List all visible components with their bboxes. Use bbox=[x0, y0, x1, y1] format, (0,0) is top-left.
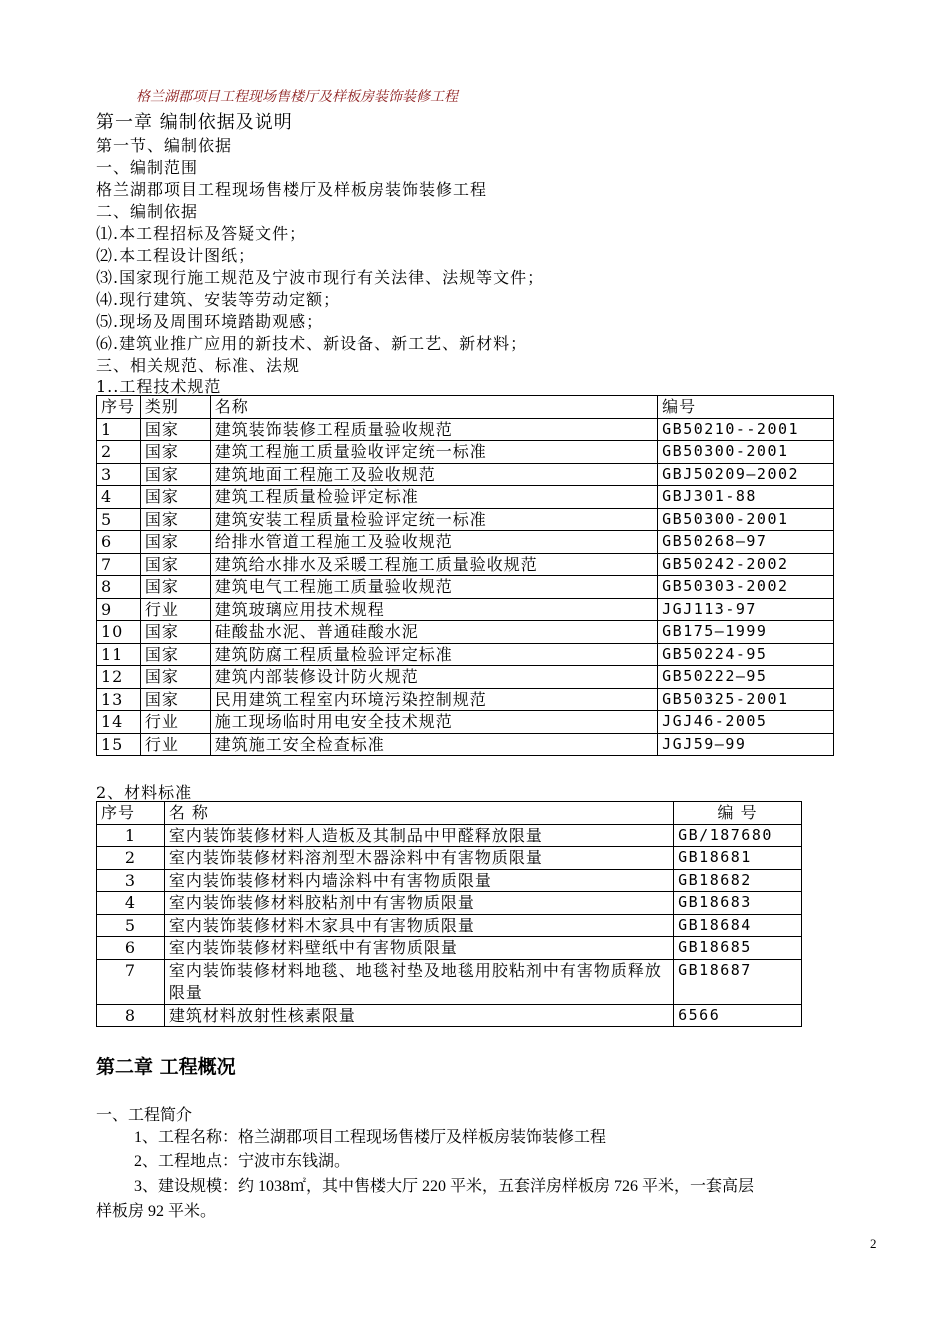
cell: 国家 bbox=[140, 463, 210, 486]
cell: GBJ301-88 bbox=[658, 486, 834, 509]
cell: 5 bbox=[97, 914, 165, 937]
cell: 室内装饰装修材料地毯、地毯衬垫及地毯用胶粘剂中有害物质释放限量 bbox=[164, 959, 673, 1004]
table-row bbox=[97, 914, 802, 937]
cell: JGJ46-2005 bbox=[658, 711, 834, 734]
cell: 室内装饰装修材料溶剂型木器涂料中有害物质限量 bbox=[164, 847, 673, 870]
tech-norms-table bbox=[96, 395, 834, 756]
cell: 1 bbox=[97, 418, 141, 441]
table-row bbox=[97, 531, 834, 554]
cell: 硅酸盐水泥、普通硅酸水泥 bbox=[210, 621, 657, 644]
project-name: 1、工程名称：格兰湖郡项目工程现场售楼厅及样板房装饰装修工程 bbox=[134, 1129, 607, 1146]
table-row bbox=[97, 418, 834, 441]
project-location: 2、工程地点：宁波市东钱湖。 bbox=[134, 1153, 351, 1170]
cell: GB18683 bbox=[674, 892, 802, 915]
cell: 建筑玻璃应用技术规程 bbox=[210, 598, 657, 621]
cell: GB18682 bbox=[674, 869, 802, 892]
basis-item: ⑶.国家现行施工规范及宁波市现行有关法律、法规等文件； bbox=[96, 268, 545, 287]
cell: GB175—1999 bbox=[658, 621, 834, 644]
cell: GB50210--2001 bbox=[658, 418, 834, 441]
cell: GB50224-95 bbox=[658, 643, 834, 666]
cell: GB50242-2002 bbox=[658, 553, 834, 576]
cell: 国家 bbox=[140, 553, 210, 576]
cell: 建筑防腐工程质量检验评定标准 bbox=[210, 643, 657, 666]
cell: 5 bbox=[97, 508, 141, 531]
cell: 给排水管道工程施工及验收规范 bbox=[210, 531, 657, 554]
cell: 国家 bbox=[140, 643, 210, 666]
basis-item: ⑷.现行建筑、安装等劳动定额； bbox=[96, 290, 341, 309]
cell: 室内装饰装修材料壁纸中有害物质限量 bbox=[164, 937, 673, 960]
cell: 国家 bbox=[140, 688, 210, 711]
basis-item: ⑴.本工程招标及答疑文件； bbox=[96, 224, 307, 243]
heading-norms: 三、相关规范、标准、法规 bbox=[96, 356, 301, 375]
cell: 8 bbox=[97, 1004, 165, 1027]
project-scale-cont: 样板房 92 平米。 bbox=[96, 1203, 217, 1220]
cell: 1 bbox=[97, 824, 165, 847]
cell: 建筑装饰装修工程质量验收规范 bbox=[210, 418, 657, 441]
header-cell: 名 称 bbox=[164, 802, 673, 825]
cell: 国家 bbox=[140, 441, 210, 464]
cell: GB50300-2001 bbox=[658, 508, 834, 531]
cell: 8 bbox=[97, 576, 141, 599]
cell: 国家 bbox=[140, 486, 210, 509]
cell: 建筑内部装修设计防火规范 bbox=[210, 666, 657, 689]
cell: 国家 bbox=[140, 576, 210, 599]
chapter2-title: 第二章 工程概况 bbox=[96, 1056, 236, 1078]
cell: 室内装饰装修材料胶粘剂中有害物质限量 bbox=[164, 892, 673, 915]
cell: JGJ59—99 bbox=[658, 733, 834, 756]
cell: GBJ50209—2002 bbox=[658, 463, 834, 486]
table-row bbox=[97, 847, 802, 870]
cell: 室内装饰装修材料内墙涂料中有害物质限量 bbox=[164, 869, 673, 892]
cell: 4 bbox=[97, 486, 141, 509]
table-row bbox=[97, 508, 834, 531]
page-number: 2 bbox=[870, 1236, 877, 1251]
cell: GB18685 bbox=[674, 937, 802, 960]
table-header-row bbox=[97, 802, 802, 825]
cell: GB/187680 bbox=[674, 824, 802, 847]
cell: GB50222—95 bbox=[658, 666, 834, 689]
cell: 建筑电气工程施工质量验收规范 bbox=[210, 576, 657, 599]
cell: 行业 bbox=[140, 598, 210, 621]
cell: 国家 bbox=[140, 508, 210, 531]
cell: GB50325-2001 bbox=[658, 688, 834, 711]
table-row bbox=[97, 666, 834, 689]
table-row bbox=[97, 824, 802, 847]
cell: 建筑地面工程施工及验收规范 bbox=[210, 463, 657, 486]
cell: 7 bbox=[97, 959, 165, 1004]
heading-scope: 一、编制范围 bbox=[96, 158, 199, 177]
table-row bbox=[97, 733, 834, 756]
cell: 3 bbox=[97, 869, 165, 892]
table-row bbox=[97, 598, 834, 621]
cell: 6 bbox=[97, 937, 165, 960]
cell: 2 bbox=[97, 847, 165, 870]
heading-basis: 二、编制依据 bbox=[96, 202, 199, 221]
heading-intro: 一、工程简介 bbox=[96, 1107, 193, 1124]
basis-item: ⑵.本工程设计图纸； bbox=[96, 246, 256, 265]
cell: 室内装饰装修材料人造板及其制品中甲醛释放限量 bbox=[164, 824, 673, 847]
cell: 14 bbox=[97, 711, 141, 734]
cell: GB18684 bbox=[674, 914, 802, 937]
cell: 2 bbox=[97, 441, 141, 464]
tech-norms-title: 1..工程技术规范 bbox=[96, 377, 222, 396]
header-cell: 序号 bbox=[97, 802, 165, 825]
cell: 7 bbox=[97, 553, 141, 576]
table-row bbox=[97, 643, 834, 666]
running-header: 格兰湖郡项目工程现场售楼厅及样板房装饰装修工程 bbox=[136, 90, 458, 105]
cell: 室内装饰装修材料木家具中有害物质限量 bbox=[164, 914, 673, 937]
cell: 国家 bbox=[140, 531, 210, 554]
table-row bbox=[97, 441, 834, 464]
cell: JGJ113-97 bbox=[658, 598, 834, 621]
cell: 行业 bbox=[140, 711, 210, 734]
table-row bbox=[97, 621, 834, 644]
material-standards-table bbox=[96, 801, 802, 1027]
cell: GB18687 bbox=[674, 959, 802, 1004]
header-cell: 编 号 bbox=[674, 802, 802, 825]
cell: 3 bbox=[97, 463, 141, 486]
project-scale: 3、建设规模：约 1038㎡，其中售楼大厅 220 平米，五套洋房样板房 726 平米，一套高层 bbox=[134, 1178, 755, 1195]
cell: 15 bbox=[97, 733, 141, 756]
table-header-row bbox=[97, 396, 834, 419]
table-row bbox=[97, 892, 802, 915]
cell: 建筑材料放射性核素限量 bbox=[164, 1004, 673, 1027]
header-cell: 类别 bbox=[140, 396, 210, 419]
header-cell: 序号 bbox=[97, 396, 141, 419]
table-row bbox=[97, 1004, 802, 1027]
header-cell: 编号 bbox=[658, 396, 834, 419]
cell: 行业 bbox=[140, 733, 210, 756]
material-standards-title: 2、材料标准 bbox=[96, 783, 193, 802]
cell: GB18681 bbox=[674, 847, 802, 870]
table-row bbox=[97, 688, 834, 711]
cell: 建筑给水排水及采暖工程施工质量验收规范 bbox=[210, 553, 657, 576]
cell: 9 bbox=[97, 598, 141, 621]
table-row bbox=[97, 937, 802, 960]
table-row bbox=[97, 486, 834, 509]
cell: 6566 bbox=[674, 1004, 802, 1027]
cell: 国家 bbox=[140, 418, 210, 441]
table-row bbox=[97, 463, 834, 486]
section1-title: 第一节、编制依据 bbox=[96, 136, 233, 155]
cell: 10 bbox=[97, 621, 141, 644]
table-row bbox=[97, 869, 802, 892]
scope-text: 格兰湖郡项目工程现场售楼厅及样板房装饰装修工程 bbox=[96, 180, 488, 199]
table-row bbox=[97, 959, 802, 1004]
cell: GB50303-2002 bbox=[658, 576, 834, 599]
cell: 施工现场临时用电安全技术规范 bbox=[210, 711, 657, 734]
cell: 建筑工程施工质量验收评定统一标准 bbox=[210, 441, 657, 464]
table-row bbox=[97, 576, 834, 599]
cell: 6 bbox=[97, 531, 141, 554]
table-row bbox=[97, 553, 834, 576]
cell: 12 bbox=[97, 666, 141, 689]
cell: 13 bbox=[97, 688, 141, 711]
cell: 11 bbox=[97, 643, 141, 666]
cell: 4 bbox=[97, 892, 165, 915]
cell: 建筑安装工程质量检验评定统一标准 bbox=[210, 508, 657, 531]
table-row bbox=[97, 711, 834, 734]
cell: 国家 bbox=[140, 666, 210, 689]
cell: GB50268—97 bbox=[658, 531, 834, 554]
cell: 建筑施工安全检查标准 bbox=[210, 733, 657, 756]
header-cell: 名称 bbox=[210, 396, 657, 419]
cell: 民用建筑工程室内环境污染控制规范 bbox=[210, 688, 657, 711]
chapter1-title: 第一章 编制依据及说明 bbox=[96, 112, 293, 133]
cell: 建筑工程质量检验评定标准 bbox=[210, 486, 657, 509]
cell: 国家 bbox=[140, 621, 210, 644]
basis-item: ⑸.现场及周围环境踏勘观感； bbox=[96, 312, 324, 331]
basis-item: ⑹.建筑业推广应用的新技术、新设备、新工艺、新材料； bbox=[96, 334, 528, 353]
cell: GB50300-2001 bbox=[658, 441, 834, 464]
